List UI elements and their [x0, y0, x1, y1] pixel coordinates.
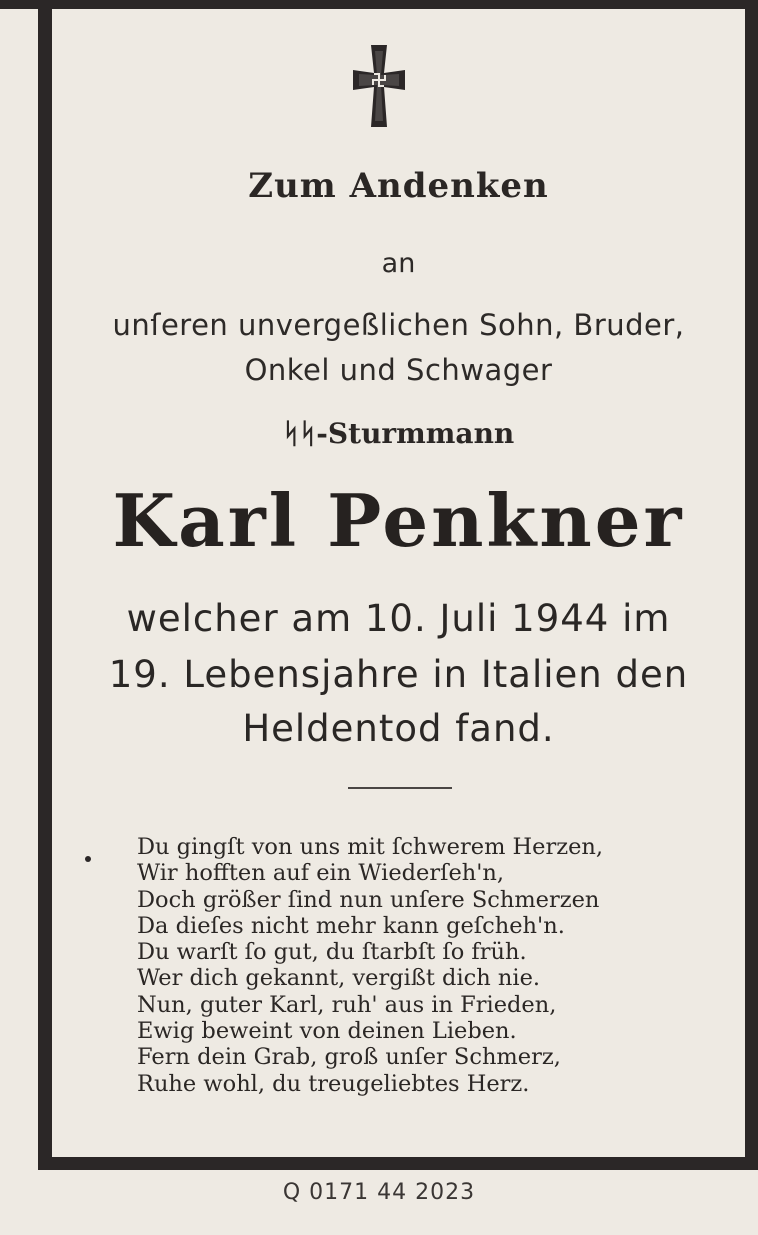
deceased-name: Karl Penkner: [112, 478, 685, 563]
poem-line: Du gingſt von uns mit ſchwerem Herzen,: [137, 834, 604, 860]
poem-line: Fern dein Grab, groß unſer Schmerz,: [137, 1044, 561, 1071]
rank-text: ᛋᛋ-Sturmmann: [282, 417, 515, 450]
poem-line: Ruhe wohl, du treugeliebtes Herz.: [137, 1070, 530, 1097]
preposition-text: an: [381, 248, 416, 279]
divider-line: [348, 787, 452, 789]
footer-code: Q 0171 44 2023: [282, 1180, 476, 1205]
mourning-border-left: [38, 0, 52, 1170]
poem-line: Nun, guter Karl, ruh' aus in Frieden,: [137, 991, 557, 1018]
relation-line-2: Onkel und Schwager: [244, 353, 553, 387]
poem-line: Doch größer ſind nun unſere Schmerzen: [137, 886, 600, 913]
poem-line: Wer dich gekannt, vergißt dich nie.: [137, 965, 541, 992]
mourning-border-right: [745, 0, 758, 1170]
poem-line: Ewig beweint von deinen Lieben.: [137, 1018, 517, 1045]
death-info-line-1: welcher am 10. Juli 1944 im: [126, 597, 671, 640]
poem-line: Da dieſes nicht mehr kann geſcheh'n.: [137, 912, 565, 939]
mourning-border-top: [0, 0, 758, 9]
ink-dot: [85, 856, 91, 862]
header-title: Zum Andenken: [248, 166, 549, 206]
poem-line: Du warſt ſo gut, du ſtarbſt ſo früh.: [137, 939, 527, 966]
poem-line: Wir hofften auf ein Wiederſeh'n,: [137, 860, 505, 887]
death-info-line-2: 19. Lebensjahre in Italien den: [108, 653, 689, 696]
poem: [137, 834, 737, 1097]
death-info-line-3: Heldentod fand.: [242, 707, 555, 750]
iron-cross-icon: [351, 43, 407, 129]
relation-line-1: unſeren unvergeßlichen Sohn, Bruder,: [112, 308, 685, 342]
mourning-border-bottom: [38, 1157, 758, 1170]
